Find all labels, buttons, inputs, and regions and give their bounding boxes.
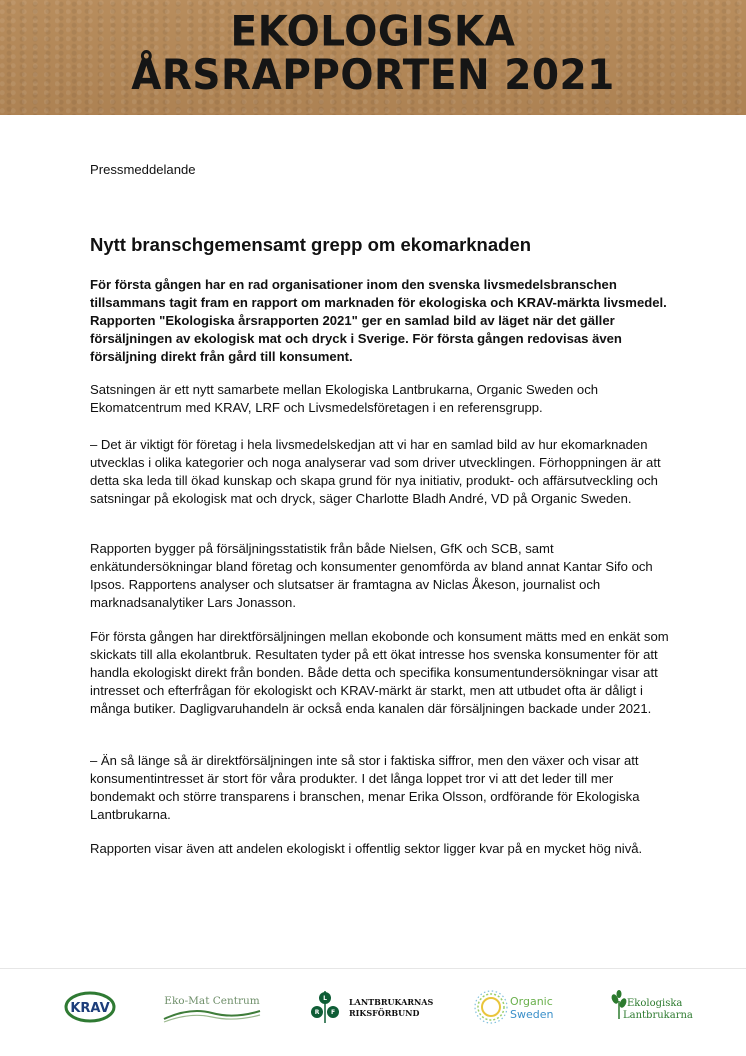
partner-logos xyxy=(0,985,746,1029)
ekomat-logo-text: Eko-Mat Centrum xyxy=(164,995,260,1007)
lead-paragraph: För första gången har en rad organisationer inom den svenska livsmedelsbranschen tillsammans tagit fram en rapport om marknaden för ekologiska och KRAV-märkta livsmedel. Rapporten "Ekologiska årsrapporten 2021" ger en samlad bild av läget när det gäller försäljningen av ekologisk mat och dryck i Sverige. För första gången redovisas även försäljning direkt från gård till konsument. xyxy=(90,277,667,364)
ekolant-logo-line1: Ekologiska xyxy=(627,998,683,1009)
krav-logo xyxy=(64,985,116,1029)
headline: Nytt branschgemensamt grepp om ekomarknaden xyxy=(90,234,532,255)
organic-logo-line1: Organic xyxy=(510,995,553,1008)
banner-title-line1: EKOLOGISKA xyxy=(230,7,516,57)
body-paragraph-6: Rapporten visar även att andelen ekologiskt i offentlig sektor ligger kvar på en mycket hög nivå. xyxy=(90,841,643,856)
lrf-logo-line2: RIKSFÖRBUND xyxy=(349,1008,420,1018)
svg-text:R: R xyxy=(314,1009,320,1016)
body-paragraph-3: Rapporten bygger på försäljningsstatistik från både Nielsen, GfK och SCB, samt enkätundersökningar bland företag och konsumenter genomförda av bland annat Kantar Sifo och Ipsos. Rapportens analyser och slutsatser är framtagna av Niclas Åkeson, journalist och marknadsanalytiker Lars Jonasson. xyxy=(90,541,653,610)
svg-text:F: F xyxy=(330,1009,336,1016)
lrf-logo xyxy=(309,985,434,1029)
sun-icon xyxy=(475,991,507,1023)
report-banner xyxy=(0,0,746,115)
organic-logo-line2: Sweden xyxy=(510,1008,554,1021)
banner-title-line2: ÅRSRAPPORTEN 2021 xyxy=(131,51,615,100)
lrf-logo-line1: LANTBRUKARNAS xyxy=(349,997,434,1007)
krav-logo-text: KRAV xyxy=(70,1001,110,1016)
body-paragraph-5: – Än så länge så är direktförsäljningen inte så stor i faktiska siffror, men den växer och visar att konsumentintresset är stort för våra produkter. I det långa loppet tror vi att det leder till mer bondemakt och större transparens i branschen, menar Erika Olsson, ordförande för Ekologiska Lantbrukarna. xyxy=(90,753,640,822)
ekomat-centrum-logo xyxy=(160,985,265,1029)
ekolant-logo-line2: Lantbrukarna xyxy=(623,1010,693,1021)
footer-divider xyxy=(0,968,746,969)
body-paragraph-2: – Det är viktigt för företag i hela livsmedelskedjan att vi har en samlad bild av hur ekomarknaden utvecklas i olika kategorier och noga analyserar vad som driver utvecklingen. Förhoppningen är att detta ska leda till ökad kunskap och skapa grund för nya initiativ, produkt- och affärsutveckling och satsningar på ekologisk mat och dryck, säger Charlotte Bladh André, VD på Organic Sweden. xyxy=(90,437,661,506)
body-paragraph-4: För första gången har direktförsäljningen mellan ekobonde och konsument mätts med en enkät som skickats till alla ekolantbruk. Resultaten tyder på ett ökat intresse hos svenska konsumenter för att handla ekologiskt direkt från bonden. Både detta och specifika konsumentundersökningar visar att intresset och efterfrågan för ekologiskt och KRAV-märkt är starkt, men att utbudet ofta är dåligt i många butiker. Dagligvaruhandeln är också enda kanalen där försäljningen backade under 2021. xyxy=(90,629,669,716)
body-paragraph-1: Satsningen är ett nytt samarbete mellan Ekologiska Lantbrukarna, Organic Sweden och Ekomatcentrum med KRAV, LRF och Livsmedelsföretagen i en referensgrupp. xyxy=(90,382,599,415)
document-kicker: Pressmeddelande xyxy=(90,162,196,177)
organic-sweden-logo xyxy=(474,985,566,1029)
ekologiska-lantbrukarna-logo xyxy=(609,985,693,1029)
svg-text:L: L xyxy=(323,995,327,1002)
